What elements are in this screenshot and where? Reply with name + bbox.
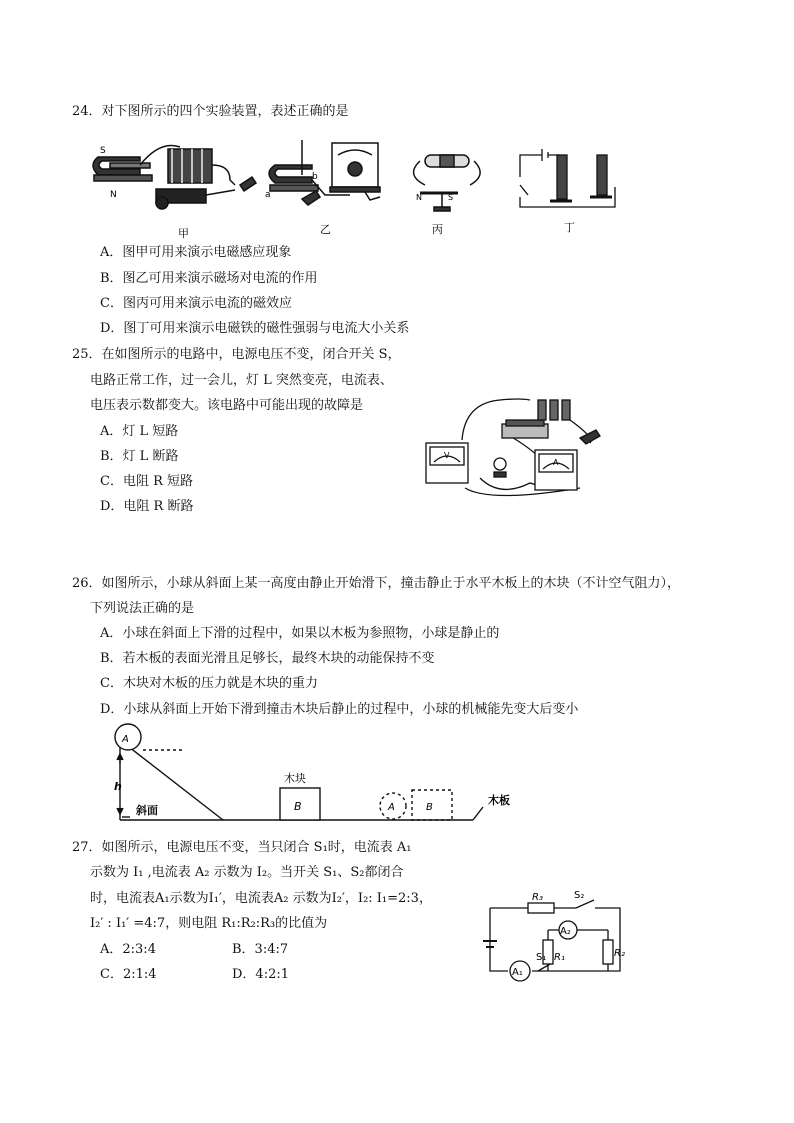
label-s-top: S xyxy=(100,146,106,156)
apparatus-ding xyxy=(520,149,615,207)
r2-label: R₂ xyxy=(614,948,625,959)
label-s-bing: S xyxy=(448,193,454,202)
q27-option-a: A．2:3:4 xyxy=(100,942,156,957)
q25-option-c: C．电阻 R 短路 xyxy=(100,474,193,489)
a2-label: A₂ xyxy=(560,926,571,937)
q26-stem-line2: 下列说法正确的是 xyxy=(90,601,195,616)
ball-label: A xyxy=(122,734,129,745)
q25-stem-line1: 25．在如图所示的电路中，电源电压不变，闭合开关 S， xyxy=(72,347,401,362)
q27-stem-line3: 时，电流表A₁示数为I₁′，电流表A₂ 示数为I₂′，I₂: I₁=2:3， xyxy=(90,891,432,906)
q27-circuit-figure xyxy=(480,886,630,986)
q27-stem-line2: 示数为 I₁ ,电流表 A₂ 示数为 I₂。当开关 S₁、S₂都闭合 xyxy=(90,865,404,880)
q26-stem-line1: 26．如图所示，小球从斜面上某一高度由静止开始滑下，撞击静止于水平木板上的木块（不计空气阻力）， xyxy=(72,576,681,591)
q25-circuit-figure xyxy=(420,388,615,503)
block-after-label: B xyxy=(426,802,433,813)
q24-option-a: A．图甲可用来演示电磁感应现象 xyxy=(100,245,292,260)
q27-option-c: C．2:1:4 xyxy=(100,967,157,982)
label-bing: 丙 xyxy=(432,223,443,236)
ball-after-label: A xyxy=(388,802,395,813)
q26-option-d: D．小球从斜面上开始下滑到撞击木块后静止的过程中，小球的机械能先变大后变小 xyxy=(100,702,579,717)
q24-option-b: B．图乙可用来演示磁场对电流的作用 xyxy=(100,271,318,286)
label-n-bing: N xyxy=(416,193,422,202)
apparatus-bing xyxy=(414,155,481,211)
q25-stem-line2: 电路正常工作，过一会儿，灯 L 突然变亮，电流表、 xyxy=(90,373,393,388)
q24-stem: 24．对下图所示的四个实验装置，表述正确的是 xyxy=(72,104,349,119)
a1-label: A₁ xyxy=(512,967,523,978)
apparatus-yi xyxy=(269,140,380,205)
q26-incline-figure xyxy=(108,722,528,832)
q25-option-b: B．灯 L 断路 xyxy=(100,449,179,464)
q24-figure xyxy=(80,135,640,245)
q27-option-b: B．3:4:7 xyxy=(232,942,289,957)
q24-option-c: C．图丙可用来演示电流的磁效应 xyxy=(100,296,292,311)
q26-option-c: C．木块对木板的压力就是木块的重力 xyxy=(100,676,318,691)
q27-option-d: D．4:2:1 xyxy=(232,967,289,982)
label-b: b xyxy=(312,172,318,182)
s1-label: S₁ xyxy=(536,952,547,963)
label-yi: 乙 xyxy=(320,223,331,236)
q26-option-a: A．小球在斜面上下滑的过程中，如果以木板为参照物，小球是静止的 xyxy=(100,626,500,641)
q25-option-d: D．电阻 R 断路 xyxy=(100,499,194,514)
board-label: 木板 xyxy=(488,794,510,807)
r3-label: R₃ xyxy=(532,892,543,903)
ammeter-label: A xyxy=(553,458,559,467)
q25-option-a: A．灯 L 短路 xyxy=(100,424,179,439)
s2-label: S₂ xyxy=(574,890,585,901)
voltmeter-label: V xyxy=(444,451,450,460)
slope-label: 斜面 xyxy=(136,804,158,817)
q25-stem-line3: 电压表示数都变大。该电路中可能出现的故障是 xyxy=(90,398,364,413)
block-label: B xyxy=(294,800,302,813)
q27-stem-line4: I₂′ : I₁′ =4:7，则电阻 R₁:R₂:R₃的比值为 xyxy=(90,916,328,931)
label-jia: 甲 xyxy=(178,227,189,240)
q24-option-d: D．图丁可用来演示电磁铁的磁性强弱与电流大小关系 xyxy=(100,321,410,336)
apparatus-jia xyxy=(93,145,256,209)
label-a: a xyxy=(265,190,271,200)
r1-label: R₁ xyxy=(554,952,565,963)
label-ding: 丁 xyxy=(564,221,575,234)
q26-option-b: B．若木板的表面光滑且足够长，最终木块的动能保持不变 xyxy=(100,651,435,666)
q27-stem-line1: 27．如图所示，电源电压不变，当只闭合 S₁时，电流表 A₁ xyxy=(72,840,412,855)
height-label: h xyxy=(114,780,122,793)
block-title-label: 木块 xyxy=(284,772,306,785)
label-n-left: N xyxy=(110,190,117,200)
